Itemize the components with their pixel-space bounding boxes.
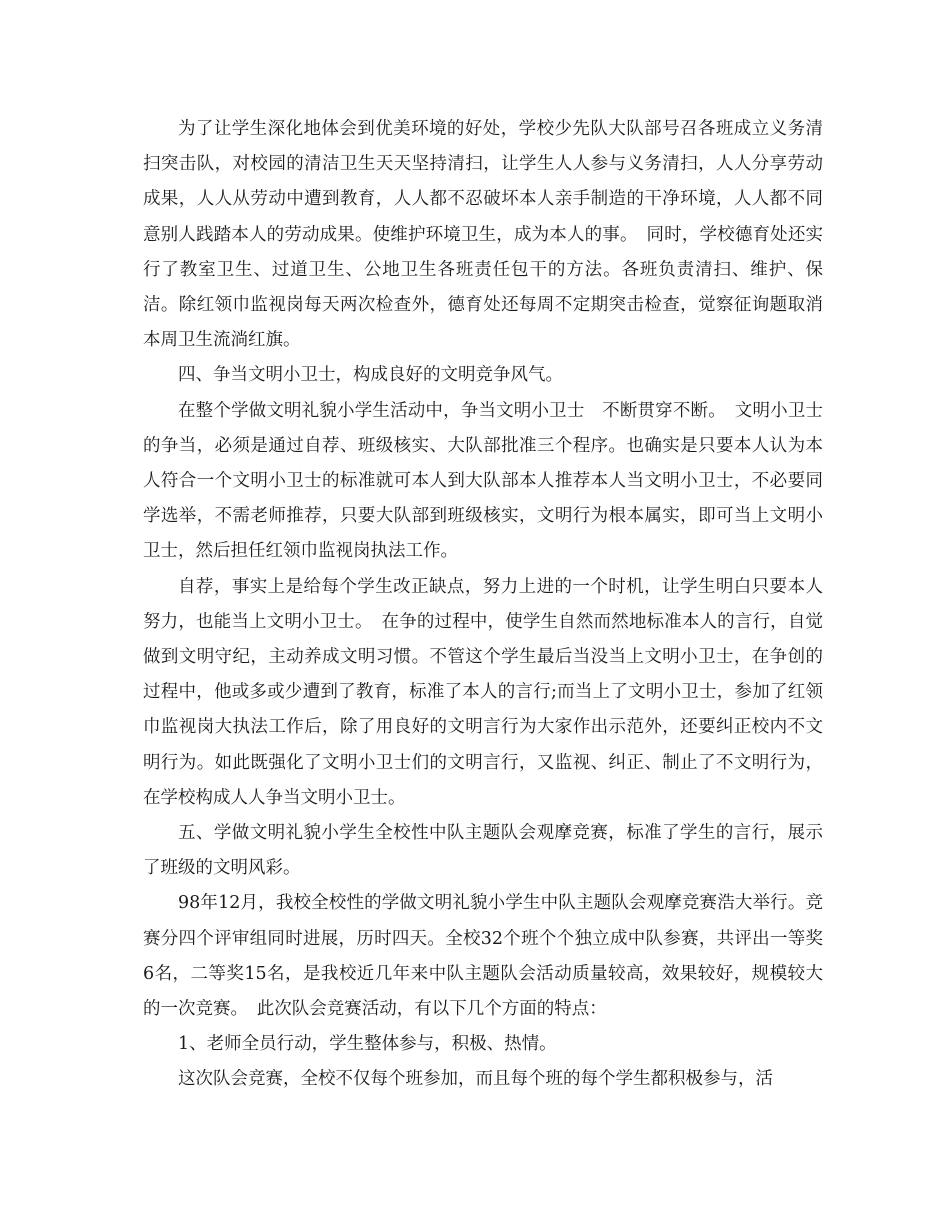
document-body [143,112,823,1098]
paragraph-competition: 98年12月，我校全校性的学做文明礼貌小学生中队主题队会观摩竞赛浩大举行。竞赛分四个评审组同时进展，历时四天。全校32个班个个独立成中队参赛，共评出一等奖6名，二等奖15名，是我校近几年来中队主题队会活动质量较高，效果较好，规模较大的一次竞赛。 此次队会竞赛活动，有以下几个方面的特点： [143,893,823,1020]
heading-section-four: 四、争当文明小卫士，构成良好的文明竞争风气。 [178,365,563,386]
paragraph-cleaning-squad: 为了让学生深化地体会到优美环境的好处，学校少先队大队部号召各班成立义务清扫突击队，对校园的清洁卫生天天坚持清扫，让学生人人参与义务清扫，人人分享劳动成果，人人从劳动中遭到教育，人人都不忍破坏本人亲手制造的干净环境，人人都不同意别人践踏本人的劳动成果。使维护环境卫生，成为本人的事。 同时，学校德育处还实行了教室卫生、过道卫生、公地卫生各班责任包干的方法。各班负责清扫、维护、保洁。除红领巾监视岗每天两次检查外，德育处还每周不定期突击检查，觉察征询题取消本周卫生流淌红旗。 [143,119,823,351]
paragraph-self-recommendation: 自荐，事实上是给每个学生改正缺点，努力上进的一个时机，让学生明白只要本人努力，也能当上文明小卫士。 在争的过程中，使学生自然而然地标准本人的言行，自觉做到文明守纪，主动养成文明习惯。不管这个学生最后当没当上文明小卫士，在争创的过程中，他或多或少遭到了教育，标准了本人的言行;而当上了文明小卫士，参加了红领巾监视岗大执法工作后，除了用良好的文明言行为大家作出示范外，还要纠正校内不文明行为。如此既强化了文明小卫士们的文明言行，又监视、纠正、制止了不文明行为，在学校构成人人争当文明小卫士。 [143,576,823,808]
paragraph-participation: 这次队会竞赛，全校不仅每个班参加，而且每个班的每个学生都积极参与，活 [178,1069,773,1090]
list-item-feature-one: 1、老师全员行动，学生整体参与，积极、热情。 [178,1034,557,1055]
paragraph-civility-guard: 在整个学做文明礼貌小学生活动中，争当文明小卫士 不断贯穿不断。 文明小卫士的争当，必须是通过自荐、班级核实、大队部批准三个程序。也确实是只要本人认为本人符合一个文明小卫士的标准就可本人到大队部本人推荐本人当文明小卫士，不必要同学选举，不需老师推荐，只要大队部到班级核实，文明行为根本属实，即可当上文明小卫士，然后担任红领巾监视岗执法工作。 [143,400,823,562]
heading-section-five: 五、学做文明礼貌小学生全校性中队主题队会观摩竞赛，标准了学生的言行，展示了班级的文明风彩。 [143,823,823,879]
